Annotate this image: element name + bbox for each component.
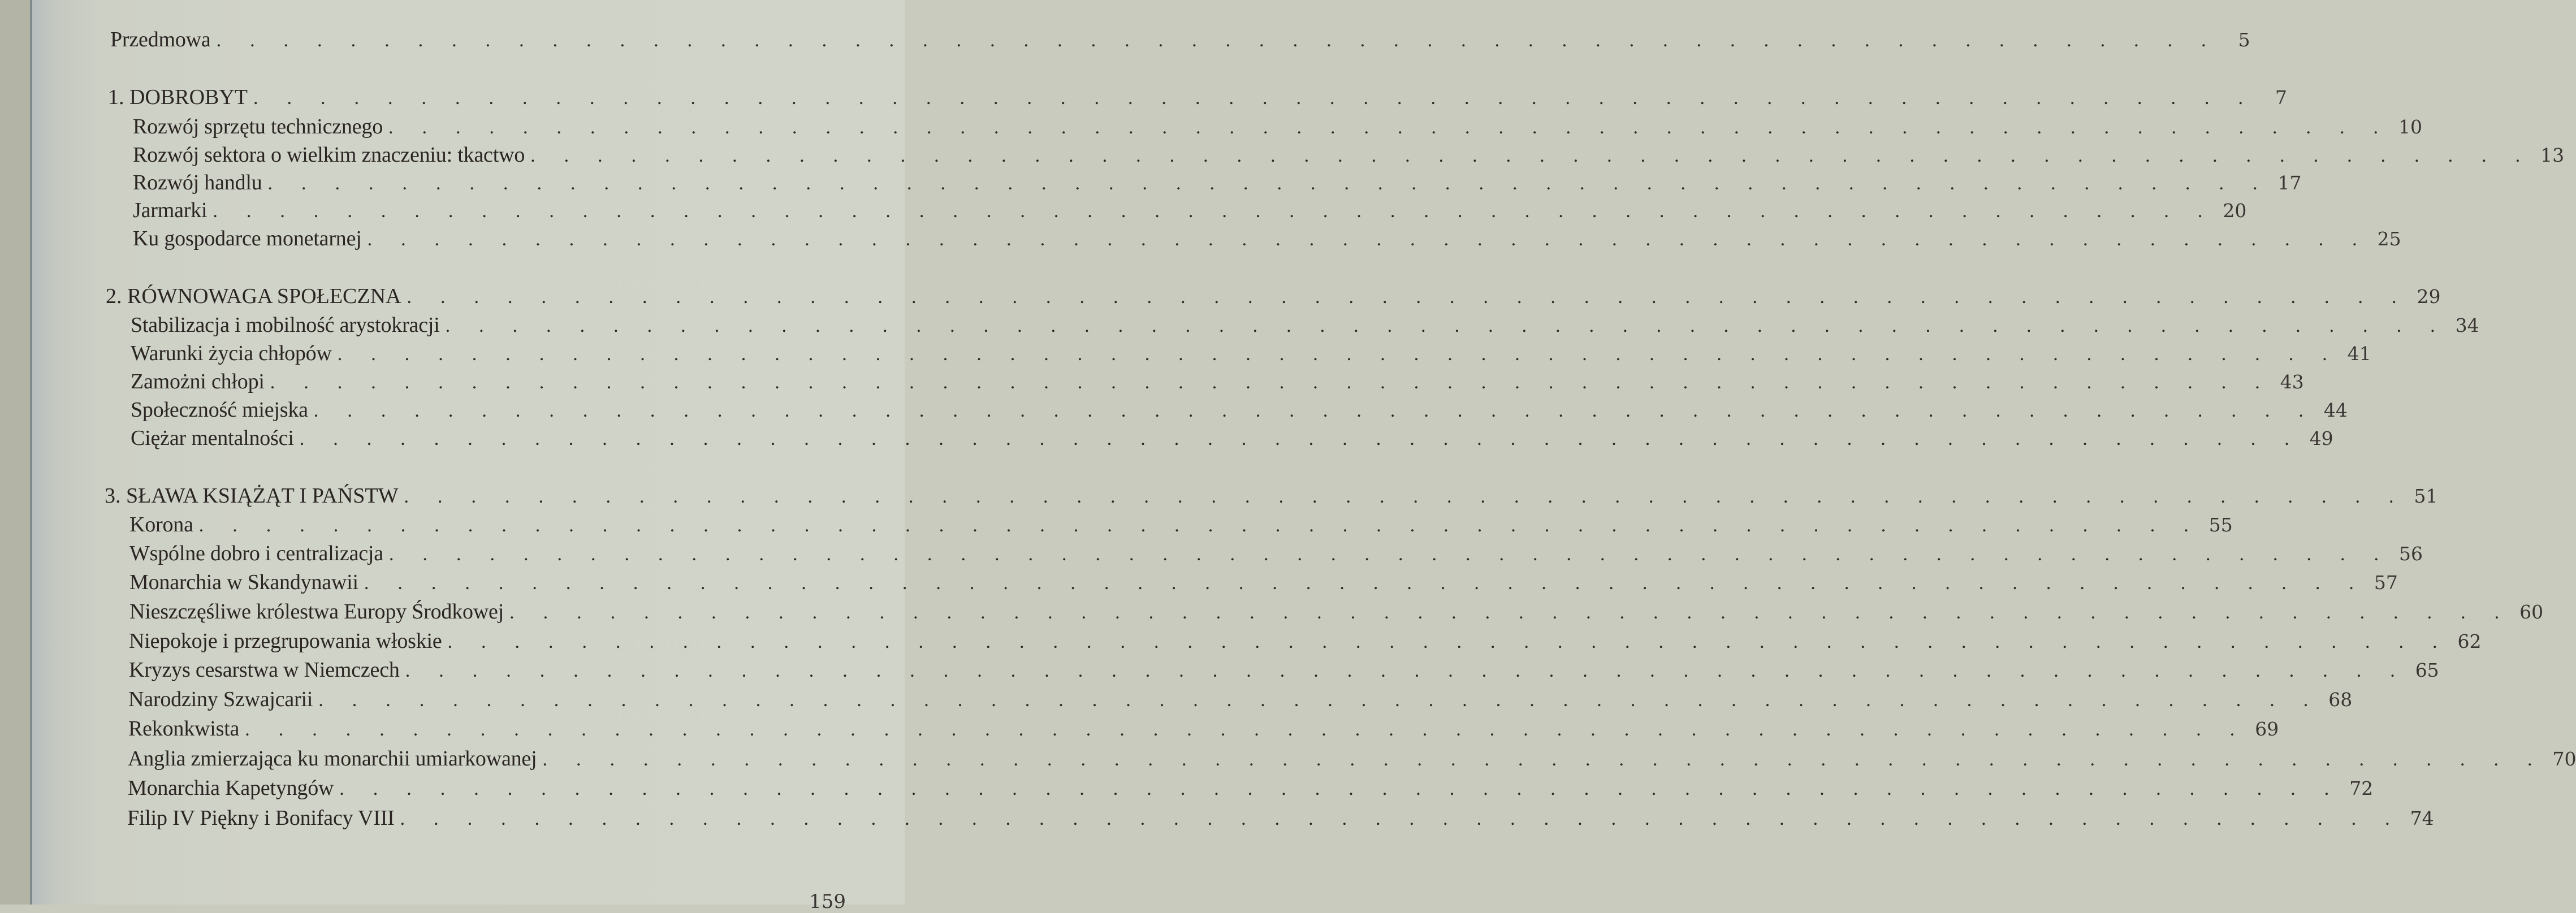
toc-chapter-3 bbox=[105, 483, 2438, 512]
toc-section-title: Jarmarki bbox=[133, 198, 208, 222]
toc-section bbox=[133, 114, 2422, 142]
toc-section-title: Rozwój sektora o wielkim znaczeniu: tkactwo bbox=[133, 143, 525, 167]
toc-page-number: 72 bbox=[2349, 777, 2374, 799]
dot-leader: . . . . . . . . . . . . . . . . . . . . . . . . . . . . . . . . . . . . . . . . . . . . . . . . . . . . . . . . . . . . bbox=[400, 808, 2390, 829]
dot-leader: . . . . . . . . . . . . . . . . . . . . . . . . . . . . . . . . . . . . . . . . . . . . . . . . . . . . . . . . . . . . bbox=[542, 749, 2532, 770]
dot-leader: . . . . . . . . . . . . . . . . . . . . . . . . . . . . . . . . . . . . . . . . . . . . . . . . . . . . . . . . . . . . bbox=[405, 660, 2395, 681]
toc-entry-preface bbox=[110, 27, 2250, 55]
toc-section-title: Warunki życia chłopów bbox=[131, 341, 332, 365]
toc-section-title: Korona bbox=[129, 513, 193, 536]
toc-section bbox=[129, 541, 2423, 569]
book-page bbox=[32, 0, 2576, 913]
dot-leader: . . . . . . . . . . . . . . . . . . . . . . . . . . . . . . . . . . . . . . . . . . . . . . . . . . . . . . . . . . . . bbox=[339, 778, 2329, 799]
toc-page-number: 69 bbox=[2255, 718, 2279, 740]
toc-page-number: 17 bbox=[2277, 172, 2302, 194]
toc-page-number: 20 bbox=[2223, 200, 2247, 222]
dot-leader: . . . . . . . . . . . . . . . . . . . . . . . . . . . . . . . . . . . . . . . . . . . . . . . . . . . . . . . . . . . . bbox=[318, 690, 2309, 711]
toc-page-number: 41 bbox=[2347, 343, 2371, 365]
toc-page-number: 13 bbox=[2540, 144, 2565, 166]
toc-section-title: Rekonkwista bbox=[128, 717, 240, 741]
toc-page-number: 34 bbox=[2455, 314, 2479, 336]
toc-page-number: 25 bbox=[2377, 228, 2401, 250]
dot-leader: . . . . . . . . . . . . . . . . . . . . . . . . . . . . . . . . . . . . . . . . . . . . . . . . . . . . . . . . . . . . bbox=[445, 315, 2435, 336]
toc-page-number: 74 bbox=[2410, 807, 2434, 829]
toc-section-title: Rozwój handlu bbox=[133, 171, 262, 194]
toc-section bbox=[128, 716, 2279, 745]
toc-section bbox=[133, 198, 2247, 226]
toc-section-title: Ciężar mentalności bbox=[131, 426, 294, 450]
toc-section-title: Zamożni chłopi bbox=[131, 370, 265, 393]
toc-section-title: Filip IV Piękny i Bonifacy VIII bbox=[127, 806, 395, 830]
dot-leader: . . . . . . . . . . . . . . . . . . . . . . . . . . . . . . . . . . . . . . . . . . . . . . . . . . . . . . . . . . . . bbox=[213, 201, 2203, 222]
toc-page-number: 7 bbox=[2275, 86, 2288, 109]
dot-leader: . . . . . . . . . . . . . . . . . . . . . . . . . . . . . . . . . . . . . . . . . . . . . . . . . . . . . . . . . . . . bbox=[198, 515, 2189, 536]
toc-section bbox=[131, 397, 2348, 426]
toc-chapter-title: 1. DOBROBYT bbox=[108, 85, 248, 109]
toc-section bbox=[128, 746, 2576, 774]
toc-chapter-1 bbox=[108, 85, 2288, 113]
dot-leader: . . . . . . . . . . . . . . . . . . . . . . . . . . . . . . . . . . . . . . . . . . . . . . . . . . . . . . . . . . . . bbox=[509, 602, 2500, 623]
toc-page-number: 44 bbox=[2323, 399, 2348, 421]
dot-leader: . . . . . . . . . . . . . . . . . . . . . . . . . . . . . . . . . . . . . . . . . . . . . . . . . . . . . . . . . . . . bbox=[253, 88, 2244, 109]
dot-leader: . . . . . . . . . . . . . . . . . . . . . . . . . . . . . . . . . . . . . . . . . . . . . . . . . . . . . . . . . . . . bbox=[299, 429, 2289, 449]
toc-section bbox=[131, 426, 2333, 454]
toc-page-number: 62 bbox=[2457, 630, 2482, 652]
toc-chapter-2 bbox=[106, 284, 2441, 312]
dot-leader: . . . . . . . . . . . . . . . . . . . . . . . . . . . . . . . . . . . . . . . . . . . . . . . . . . . . . . . . . . . . bbox=[407, 287, 2397, 308]
table-of-contents bbox=[32, 0, 2576, 905]
toc-section bbox=[129, 657, 2439, 686]
toc-page-number: 51 bbox=[2414, 485, 2438, 507]
toc-section bbox=[131, 369, 2304, 397]
toc-section bbox=[133, 142, 2565, 171]
toc-section bbox=[129, 570, 2398, 598]
toc-section bbox=[131, 341, 2371, 369]
toc-section bbox=[129, 629, 2482, 657]
toc-page-number: 55 bbox=[2208, 514, 2233, 536]
dot-leader: . . . . . . . . . . . . . . . . . . . . . . . . . . . . . . . . . . . . . . . . . . . . . . . . . . . . . . . . . . . . bbox=[404, 486, 2394, 507]
toc-section-title: Stabilizacja i mobilność arystokracji bbox=[131, 313, 440, 337]
dot-leader: . . . . . . . . . . . . . . . . . . . . . . . . . . . . . . . . . . . . . . . . . . . . . . . . . . . . . . . . . . . . bbox=[216, 30, 2206, 51]
toc-section bbox=[128, 687, 2353, 715]
toc-section-title: Narodziny Szwajcarii bbox=[128, 687, 313, 711]
dot-leader: . . . . . . . . . . . . . . . . . . . . . . . . . . . . . . . . . . . . . . . . . . . . . . . . . . . . . . . . . . . . bbox=[388, 117, 2378, 138]
toc-page-number: 68 bbox=[2328, 689, 2353, 711]
toc-page-number: 57 bbox=[2374, 572, 2398, 594]
toc-page-number: 10 bbox=[2398, 116, 2422, 138]
toc-section-title: Wspólne dobro i centralizacja bbox=[129, 542, 383, 565]
toc-section-title: Monarchia Kapetyngów bbox=[128, 776, 334, 800]
page-number: 159 bbox=[809, 890, 846, 913]
toc-section-title: Kryzys cesarstwa w Niemczech bbox=[129, 658, 400, 682]
toc-section bbox=[127, 806, 2434, 834]
toc-page-number: 49 bbox=[2309, 427, 2333, 449]
dot-leader: . . . . . . . . . . . . . . . . . . . . . . . . . . . . . . . . . . . . . . . . . . . . . . . . . . . . . . . . . . . . bbox=[337, 344, 2327, 365]
toc-page-number: 29 bbox=[2417, 285, 2441, 308]
toc-section-title: Rozwój sprzętu technicznego bbox=[133, 115, 383, 139]
toc-section bbox=[129, 599, 2544, 628]
dot-leader: . . . . . . . . . . . . . . . . . . . . . . . . . . . . . . . . . . . . . . . . . . . . . . . . . . . . . . . . . . . . bbox=[364, 573, 2354, 594]
dot-leader: . . . . . . . . . . . . . . . . . . . . . . . . . . . . . . . . . . . . . . . . . . . . . . . . . . . . . . . . . . . . bbox=[530, 145, 2521, 166]
toc-section-title: Ku gospodarce monetarnej bbox=[133, 227, 362, 250]
toc-section bbox=[133, 226, 2401, 254]
dot-leader: . . . . . . . . . . . . . . . . . . . . . . . . . . . . . . . . . . . . . . . . . . . . . . . . . . . . . . . . . . . . bbox=[447, 631, 2437, 652]
dot-leader: . . . . . . . . . . . . . . . . . . . . . . . . . . . . . . . . . . . . . . . . . . . . . . . . . . . . . . . . . . . . bbox=[267, 173, 2258, 194]
toc-section-title: Społeczność miejska bbox=[131, 398, 308, 422]
toc-section bbox=[133, 170, 2302, 198]
toc-section bbox=[129, 512, 2233, 540]
dot-leader: . . . . . . . . . . . . . . . . . . . . . . . . . . . . . . . . . . . . . . . . . . . . . . . . . . . . . . . . . . . . bbox=[313, 400, 2303, 421]
toc-chapter-title: 2. RÓWNOWAGA SPOŁECZNA bbox=[106, 284, 401, 308]
toc-section bbox=[131, 313, 2479, 341]
toc-entry-title: Przedmowa bbox=[110, 28, 211, 51]
dot-leader: . . . . . . . . . . . . . . . . . . . . . . . . . . . . . . . . . . . . . . . . . . . . . . . . . . . . . . . . . . . . bbox=[270, 372, 2260, 393]
toc-page-number: 56 bbox=[2398, 543, 2423, 565]
toc-chapter-title: 3. SŁAWA KSIĄŻĄT I PAŃSTW bbox=[105, 484, 399, 508]
toc-page-number: 60 bbox=[2519, 601, 2544, 623]
toc-page-number: 5 bbox=[2238, 29, 2250, 51]
toc-section bbox=[128, 776, 2374, 804]
toc-page-number: 70 bbox=[2552, 748, 2576, 770]
toc-section-title: Niepokoje i przegrupowania włoskie bbox=[129, 629, 442, 653]
toc-section-title: Nieszczęśliwe królestwa Europy Środkowej bbox=[129, 600, 504, 624]
toc-section-title: Anglia zmierzająca ku monarchii umiarkowanej bbox=[128, 747, 537, 771]
toc-section-title: Monarchia w Skandynawii bbox=[129, 570, 358, 594]
dot-leader: . . . . . . . . . . . . . . . . . . . . . . . . . . . . . . . . . . . . . . . . . . . . . . . . . . . . . . . . . . . . bbox=[388, 544, 2379, 565]
dot-leader: . . . . . . . . . . . . . . . . . . . . . . . . . . . . . . . . . . . . . . . . . . . . . . . . . . . . . . . . . . . . bbox=[245, 719, 2235, 740]
dot-leader: . . . . . . . . . . . . . . . . . . . . . . . . . . . . . . . . . . . . . . . . . . . . . . . . . . . . . . . . . . . . bbox=[367, 229, 2357, 250]
opposite-page-edge bbox=[0, 0, 31, 905]
toc-page-number: 43 bbox=[2280, 371, 2304, 393]
toc-page-number: 65 bbox=[2415, 659, 2439, 681]
